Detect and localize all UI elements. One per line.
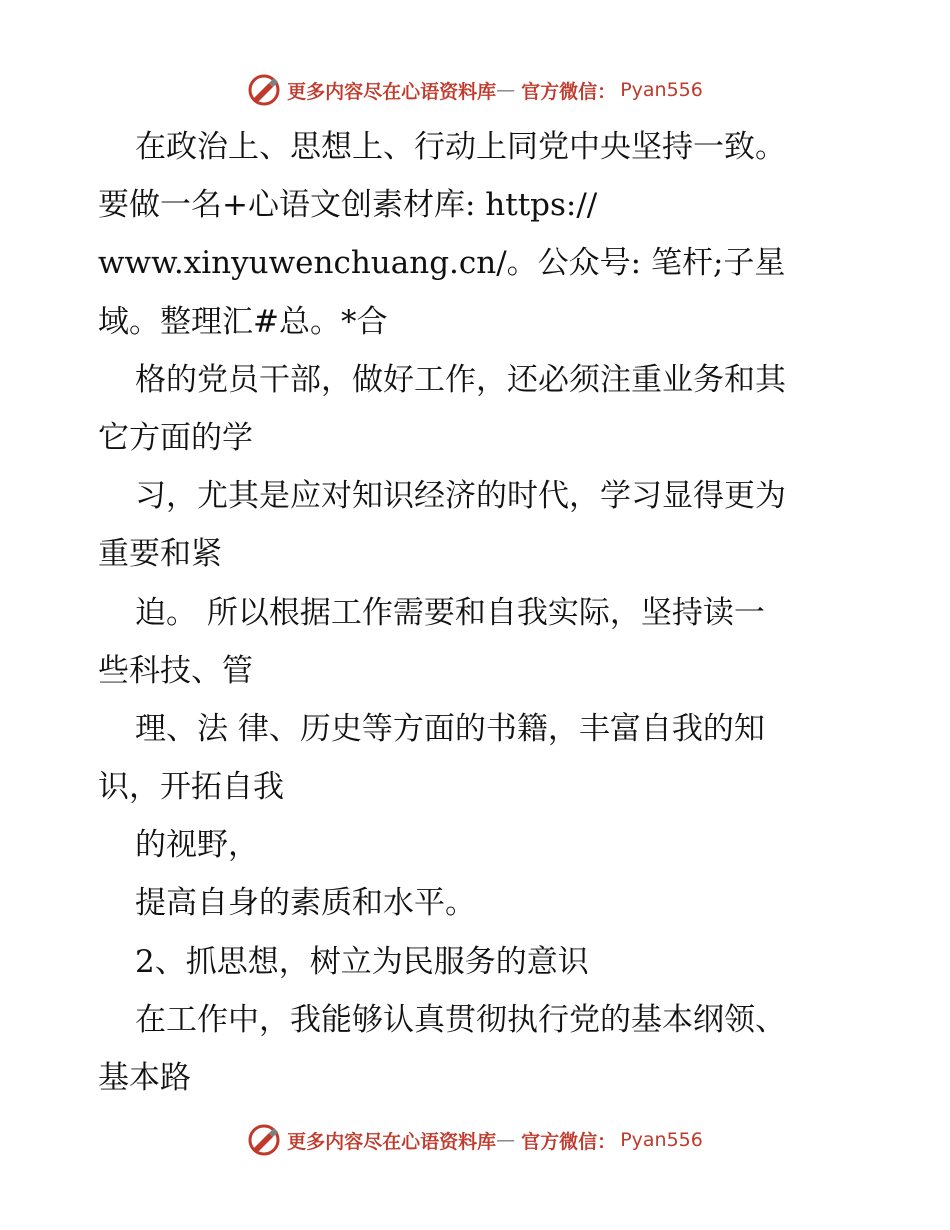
text-line: 理、法 律、历史等方面的书籍，丰富自我的知 xyxy=(135,710,765,747)
text-line: www.xinyuwenchuang.cn/。公众号: 笔杆;子星 xyxy=(98,245,786,282)
header-watermark-banner xyxy=(0,70,950,110)
banner-text-wechat: 官方微信： xyxy=(521,1130,617,1153)
text-line: 格的党员干部，做好工作，还必须注重业务和其 xyxy=(135,361,786,398)
text-line: 习，尤其是应对知识经济的时代，学习显得更为 xyxy=(135,478,786,515)
banner-text-main: 更多内容尽在心语资料库 xyxy=(287,80,497,103)
text-line: 基本路 xyxy=(98,1060,191,1096)
footer-watermark-banner xyxy=(0,1120,950,1160)
text-line: 些科技、管 xyxy=(98,652,253,689)
text-line: 域。整理汇#总。*合 xyxy=(98,303,388,340)
text-line: 识，开拓自我 xyxy=(98,769,284,806)
section-heading: 2、抓思想，树立为民服务的意识 xyxy=(135,943,589,980)
banner-text-main: 更多内容尽在心语资料库 xyxy=(287,1130,497,1153)
text-line: 提高自身的素质和水平。 xyxy=(135,885,476,922)
banner-wechat-id: Pyan556 xyxy=(620,79,703,101)
text-line: 要做一名+心语文创素材库: https:// xyxy=(98,187,598,224)
pen-logo-icon xyxy=(247,73,281,107)
text-line: 在工作中，我能够认真贯彻执行党的基本纲领、 xyxy=(135,1001,786,1038)
text-line: 它方面的学 xyxy=(98,419,253,456)
text-line: 在政治上、思想上、行动上同党中央坚持一致。 xyxy=(135,129,786,165)
text-line: 的视野， xyxy=(135,827,259,864)
pen-logo-icon xyxy=(247,1123,281,1157)
text-line: 迫。 所以根据工作需要和自我实际，坚持读一 xyxy=(135,594,765,631)
banner-dash: — xyxy=(496,79,516,101)
banner-dash: — xyxy=(496,1129,516,1151)
text-line: 重要和紧 xyxy=(98,536,222,573)
banner-text-wechat: 官方微信： xyxy=(521,80,617,103)
banner-wechat-id: Pyan556 xyxy=(620,1129,703,1151)
document-body xyxy=(98,118,858,1107)
